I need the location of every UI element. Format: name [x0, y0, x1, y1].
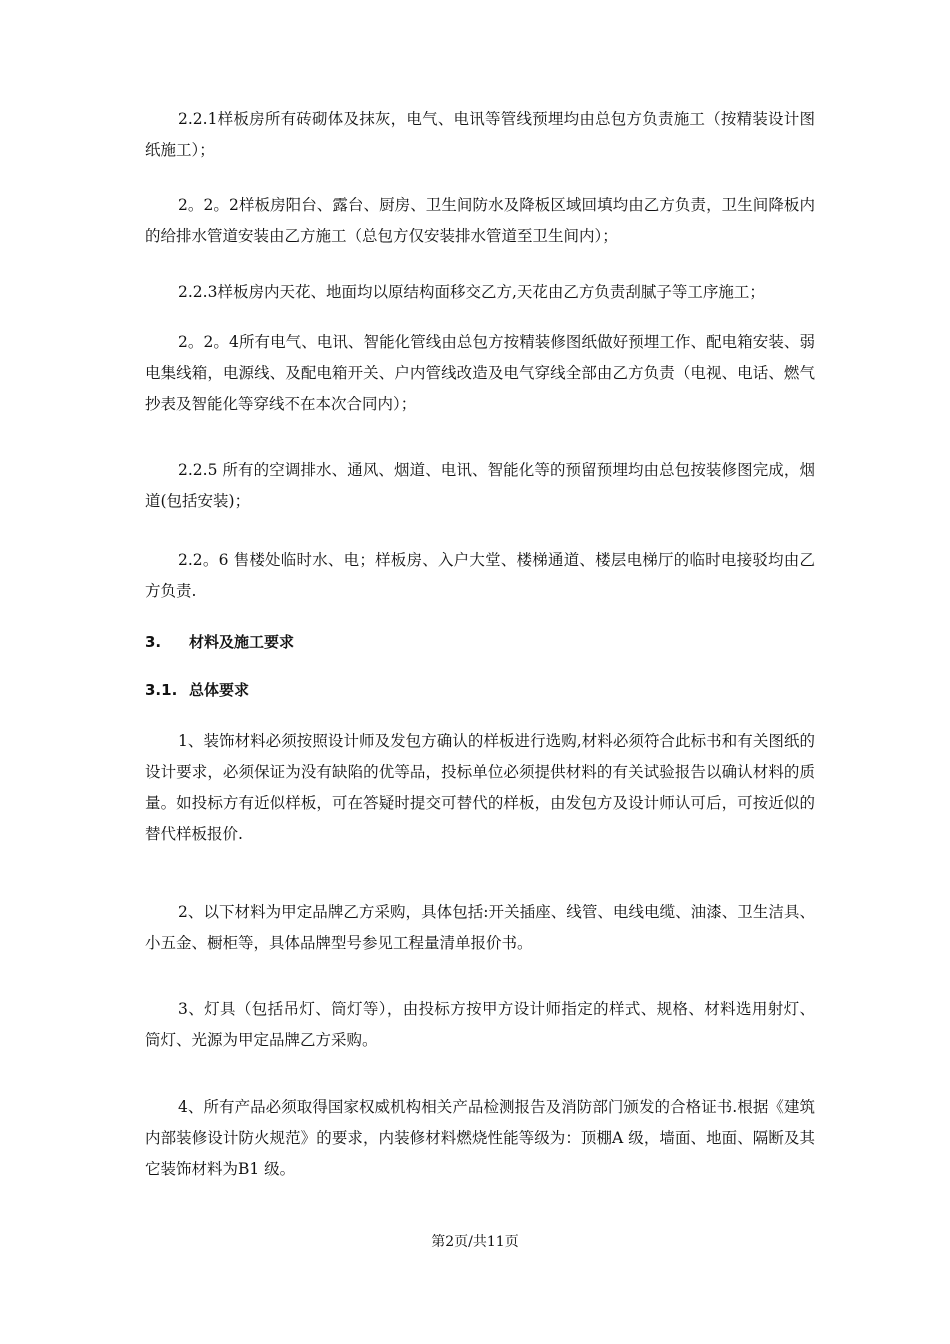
page-number: 第2页/共11页 — [431, 1234, 519, 1250]
section-3-1-number: 3.1. — [145, 681, 178, 699]
section-3-title: 材料及施工要求 — [189, 633, 295, 651]
clause-2-2-1: 2.2.1样板房所有砖砌体及抹灰，电气、电讯等管线预埋均由总包方负责施工（按精装设计图纸施工）； — [145, 110, 815, 159]
requirement-1: 1、装饰材料必须按照设计师及发包方确认的样板进行选购,材料必须符合此标书和有关图纸的设计要求，必须保证为没有缺陷的优等品，投标单位必须提供材料的有关试验报告以确认材料的质量。如投标方有近似样板，可在答疑时提交可替代的样板，由发包方及设计师认可后，可按近似的替代样板报价. — [145, 732, 815, 843]
section-3-1-title: 总体要求 — [189, 681, 250, 699]
clause-2-2-6: 2.2。6 售楼处临时水、电；样板房、入户大堂、楼梯通道、楼层电梯厅的临时电接驳均由乙方负责. — [145, 551, 815, 600]
clause-2-2-4: 2。2。4所有电气、电讯、智能化管线由总包方按精装修图纸做好预埋工作、配电箱安装、弱电集线箱，电源线、及配电箱开关、户内管线改造及电气穿线全部由乙方负责（电视、电话、燃气抄表及智能化等穿线不在本次合同内）； — [145, 333, 815, 413]
requirement-3: 3、灯具（包括吊灯、筒灯等），由投标方按甲方设计师指定的样式、规格、材料选用射灯、筒灯、光源为甲定品牌乙方采购。 — [145, 1000, 815, 1049]
clause-2-2-5: 2.2.5 所有的空调排水、通风、烟道、电讯、智能化等的预留预埋均由总包按装修图完成，烟道(包括安装)； — [145, 461, 815, 510]
section-3-number: 3. — [145, 633, 162, 651]
clause-2-2-2: 2。2。2样板房阳台、露台、厨房、卫生间防水及降板区域回填均由乙方负责，卫生间降板内的给排水管道安装由乙方施工（总包方仅安装排水管道至卫生间内）； — [145, 196, 815, 245]
requirement-2: 2、以下材料为甲定品牌乙方采购，具体包括:开关插座、线管、电线电缆、油漆、卫生洁具、小五金、橱柜等，具体品牌型号参见工程量清单报价书。 — [145, 903, 815, 952]
requirement-4: 4、所有产品必须取得国家权威机构相关产品检测报告及消防部门颁发的合格证书.根据《建筑内部装修设计防火规范》的要求，内装修材料燃烧性能等级为：顶棚A 级，墙面、地面、隔断及其它装饰材料为B1 级。 — [145, 1098, 815, 1178]
section-3-heading — [145, 630, 815, 654]
section-3-1-heading — [145, 678, 815, 702]
clause-2-2-3: 2.2.3样板房内天花、地面均以原结构面移交乙方,天花由乙方负责刮腻子等工序施工； — [178, 283, 765, 301]
